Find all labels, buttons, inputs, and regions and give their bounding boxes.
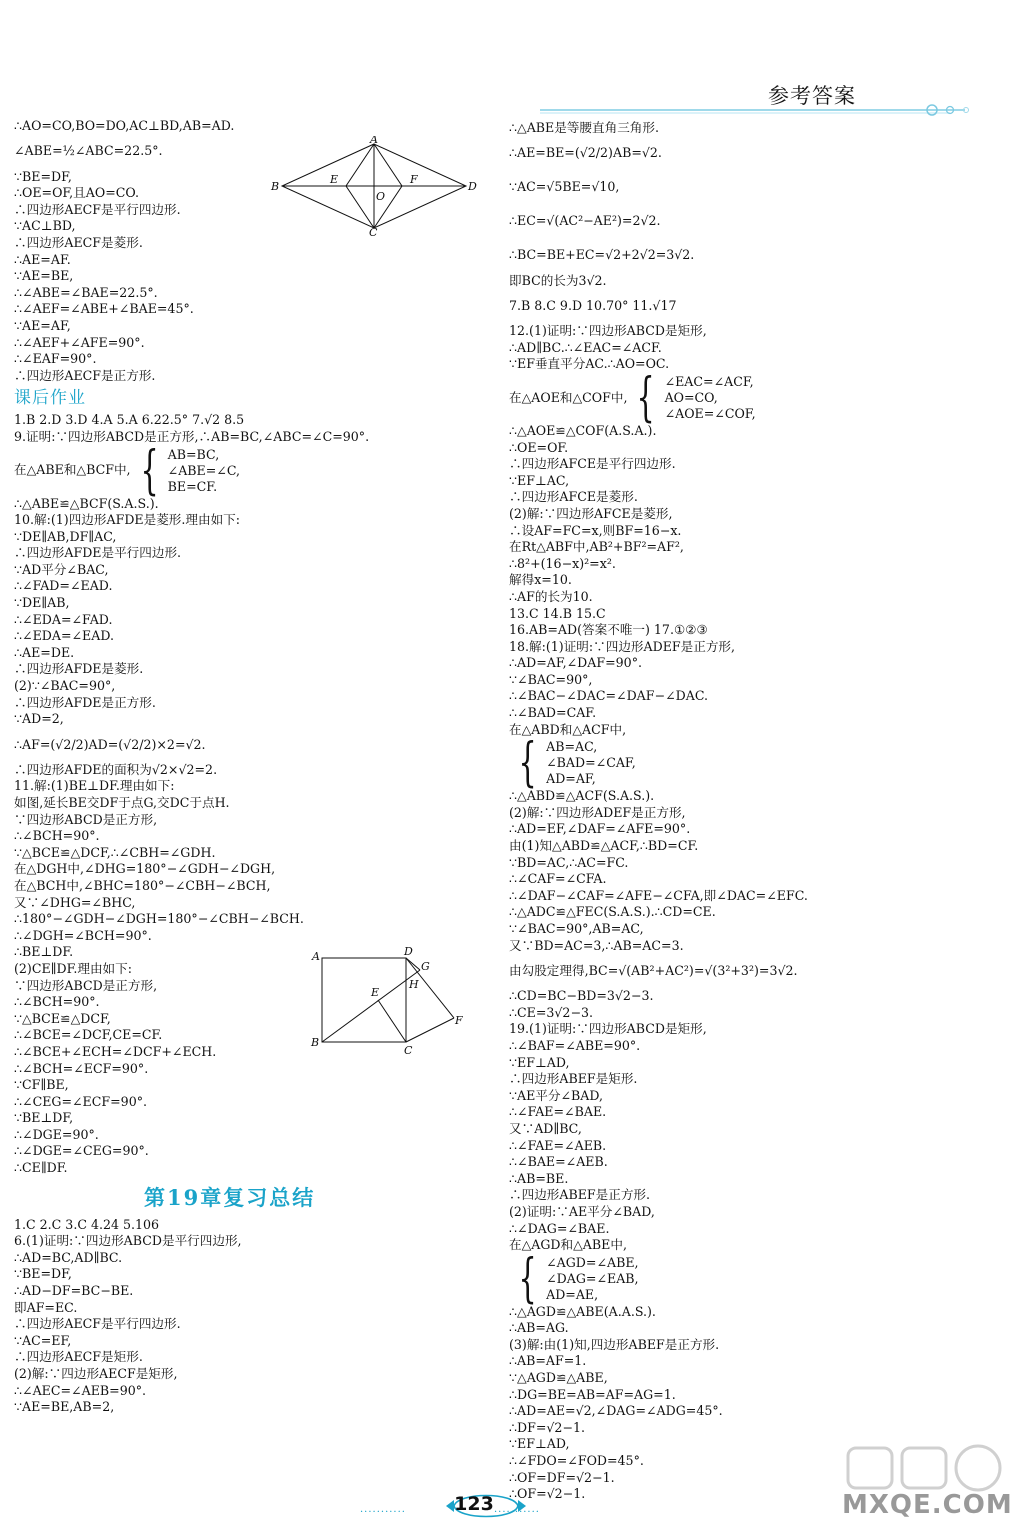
answer-line: ∴∠FAD=∠EAD.	[14, 578, 113, 594]
answer-line: ∴∠BAD=CAF.	[509, 705, 597, 721]
answer-line: ∵AE=BE,AB=2,	[14, 1399, 115, 1415]
answer-line: 16.AB=AD(答案不唯一) 17.①②③	[509, 622, 708, 638]
answer-line: ∠AGD=∠ABE,	[546, 1254, 639, 1270]
answer-line: 10.解:(1)四边形AFDE是菱形.理由如下:	[14, 512, 241, 528]
answer-line: ∴AD=EF,∠DAF=∠AFE=90°.	[509, 821, 691, 837]
answer-line: ∴∠BCH=90°.	[14, 994, 100, 1010]
point-label: B	[271, 180, 280, 193]
answer-line: AB=BC,	[167, 446, 220, 462]
point-label: F	[455, 1014, 463, 1027]
answer-line: ∴BC=BE+EC=√2+2√2=3√2.	[509, 247, 695, 263]
answer-line: ∴∠DGH=∠BCH=90°.	[14, 927, 152, 943]
answer-line: AB=AC,	[546, 739, 598, 755]
answer-line: ∴BE⊥DF.	[14, 944, 74, 960]
answer-line: 7.B 8.C 9.D 10.70° 11.√17	[509, 297, 677, 313]
equation-system	[509, 1248, 1009, 1309]
answer-line: ∵BE=DF,	[14, 1266, 72, 1282]
answer-line: ∴AB=AG.	[509, 1320, 569, 1336]
answer-line: ∠EAC=∠ACF,	[664, 373, 754, 389]
point-label: A	[312, 950, 320, 963]
answer-line: 1.C 2.C 3.C 4.24 5.106	[14, 1216, 160, 1232]
answer-line: AD=AE,	[546, 1286, 599, 1302]
answer-line: (3)解:由(1)知,四边形ABEF是正方形.	[509, 1336, 720, 1352]
answer-line: ∴AE=AF.	[14, 251, 71, 267]
answer-line: ∴AB=AF=1.	[509, 1353, 587, 1369]
answer-line: ∴CE=3√2−3.	[509, 1004, 594, 1020]
footer-dots-right: ···········	[494, 1507, 540, 1518]
answer-line: 即AF=EC.	[14, 1299, 78, 1315]
answer-line: ∵BD=AC,∴AC=FC.	[509, 854, 629, 870]
answer-line: ∵∠BAC=90°,	[509, 671, 593, 687]
answer-line: ∴四边形AECF是平行四边形.	[14, 1316, 181, 1332]
answer-line: ∴四边形AECF是菱形.	[14, 234, 143, 250]
answer-line: ∴EC=√(AC²−AE²)=2√2.	[509, 213, 661, 229]
answer-line: ∴∠EAF=90°.	[14, 351, 97, 367]
answer-line: ∴DF=√2−1.	[509, 1419, 586, 1435]
answer-line: ∵AC=√5BE=√10,	[509, 179, 620, 195]
answer-line: ∠ABE=∠C,	[167, 462, 241, 478]
answer-line: ∴OE=OF,且AO=CO.	[14, 185, 139, 201]
answer-line: ∴OF=DF=√2−1.	[509, 1469, 615, 1485]
answer-line: ∴△AOE≌△COF(A.S.A.).	[509, 422, 657, 438]
answer-line: (2)解:∵四边形AFCE是菱形,	[509, 505, 673, 521]
answer-line: ∵EF⊥AD,	[509, 1054, 570, 1070]
answer-line: ∴四边形AFDE是菱形.	[14, 661, 144, 677]
answer-line: ∴OF=√2−1.	[509, 1486, 586, 1502]
answer-line: ∠AOE=∠COF,	[664, 405, 756, 421]
left-column	[14, 118, 494, 1416]
answer-line: 即BC的长为3√2.	[509, 272, 607, 288]
answer-line: ∴∠BAC−∠DAC=∠DAF−∠DAC.	[509, 688, 709, 704]
answer-line: 13.C 14.B 15.C	[509, 605, 606, 621]
answer-line: ∴∠AEC=∠AEB=90°.	[14, 1382, 147, 1398]
watermark-text: MXQE.COM	[842, 1490, 1013, 1520]
answer-line: ∴∠BCE=∠DCF,CE=CF.	[14, 1027, 163, 1043]
answer-line: ∵DE∥AB,	[14, 595, 70, 611]
brace-icon: {	[140, 440, 159, 501]
answer-line: 又∵BD=AC=3,∴AB=AC=3.	[509, 937, 684, 953]
answer-line: 又∵∠DHG=∠BHC,	[14, 894, 136, 910]
answer-line: ∴AB=BE.	[509, 1170, 569, 1186]
point-label: B	[311, 1036, 320, 1049]
answer-line: ∴∠AEF+∠AFE=90°.	[14, 334, 145, 350]
answer-line: ∠DAG=∠EAB,	[546, 1270, 639, 1286]
point-label: C	[404, 1044, 413, 1056]
answer-line: ∠ABE=½∠ABC=22.5°.	[14, 143, 163, 159]
answer-line: ∵BE=DF,	[14, 168, 72, 184]
answer-line: 在△BCH中,∠BHC=180°−∠CBH−∠BCH,	[14, 877, 271, 893]
geometry-figure-rhombus	[268, 136, 482, 236]
answer-line: ∴∠BCH=90°.	[14, 828, 100, 844]
answer-line: ∴∠ABE=∠BAE=22.5°.	[14, 284, 158, 300]
answer-line: ∵AC=EF,	[14, 1332, 72, 1348]
answer-line: ∴∠CAF=∠CFA.	[509, 871, 607, 887]
point-label: D	[468, 180, 477, 193]
answer-line: ∵△AGD≌△ABE,	[509, 1370, 608, 1386]
answer-line: 11.解:(1)BE⊥DF.理由如下:	[14, 778, 175, 794]
right-column	[509, 120, 1009, 1503]
answer-line: ∴∠DAG=∠BAE.	[509, 1220, 610, 1236]
answer-line: ∵EF⊥AC,	[509, 472, 570, 488]
answer-line: ∴△ABE是等腰直角三角形.	[509, 120, 659, 135]
answer-line: ∴AE=DE.	[14, 644, 75, 660]
page-number: 123	[454, 1493, 494, 1515]
answer-line: ∴∠BAF=∠ABE=90°.	[509, 1037, 641, 1053]
answer-line: 18.解:(1)证明:∵四边形ADEF是正方形,	[509, 638, 736, 654]
point-label: A	[370, 136, 378, 146]
answer-line: ∴四边形AFCE是平行四边形.	[509, 456, 676, 472]
answer-line: ∴∠BCH=∠ECF=90°.	[14, 1060, 149, 1076]
answer-line: ∴∠FAE=∠AEB.	[509, 1137, 607, 1153]
answer-line: 由(1)知△ABD≌△ACF,∴BD=CF.	[509, 838, 699, 854]
point-label: F	[410, 173, 418, 186]
answer-line: ∴△ABE≌△BCF(S.A.S.).	[14, 495, 159, 511]
answer-line: 在△AOE和△COF中,	[509, 389, 628, 405]
answer-line: ∵△BCE≌△DCF,	[14, 1010, 111, 1026]
answer-line: ∴OE=OF.	[509, 439, 569, 455]
point-label: H	[409, 978, 419, 991]
equation-system	[509, 733, 1009, 794]
point-label: G	[421, 960, 430, 973]
answer-line: BE=CF.	[167, 478, 218, 494]
answer-line: ∴四边形AECF是矩形.	[14, 1349, 143, 1365]
answer-line: ∵四边形ABCD是正方形,	[14, 811, 158, 827]
answer-line: ∴四边形AECF是平行四边形.	[14, 201, 181, 217]
answer-line: ∴DG=BE=AB=AF=AG=1.	[509, 1386, 676, 1402]
answer-line: ∴∠CEG=∠ECF=90°.	[14, 1093, 148, 1109]
answer-line: 12.(1)证明:∵四边形ABCD是矩形,	[509, 323, 707, 339]
answer-line: ∵BE⊥DF,	[14, 1110, 74, 1126]
equation-system	[14, 440, 494, 501]
answer-line: ∴△ADC≌△FEC(S.A.S.).∴CD=CE.	[509, 904, 716, 920]
answer-line: ∴∠DGE=90°.	[14, 1126, 99, 1142]
answer-line: ∴∠FAE=∠BAE.	[509, 1104, 607, 1120]
answer-line: 由勾股定理得,BC=√(AB²+AC²)=√(3²+3²)=3√2.	[509, 962, 798, 978]
answer-line: 又∵AD∥BC,	[509, 1120, 582, 1136]
equation-system	[509, 367, 1009, 428]
answer-line: ∴AE=BE=(√2/2)AB=√2.	[509, 145, 662, 161]
answer-line: ∴AD=AF,∠DAF=90°.	[509, 655, 642, 671]
answer-line: ∵AD平分∠BAC,	[14, 561, 109, 577]
answer-line: (2)解:∵四边形ADEF是正方形,	[509, 804, 686, 820]
answer-line: ∴CE∥DF.	[14, 1160, 68, 1176]
chapter-heading: 第19章复习总结	[144, 1184, 316, 1210]
answer-line: 在△AGD和△ABE中,	[509, 1237, 627, 1253]
answer-line: ∴CD=BC−BD=3√2−3.	[509, 988, 654, 1004]
answer-line: ∴AD=BC,AD∥BC.	[14, 1249, 123, 1265]
answer-line: 19.(1)证明:∵四边形ABCD是矩形,	[509, 1021, 707, 1037]
footer-dots-left: ···········	[360, 1507, 406, 1518]
answer-line: ∴AF=(√2/2)AD=(√2/2)×2=√2.	[14, 736, 206, 752]
answer-line: ∴四边形AECF是正方形.	[14, 367, 156, 383]
answer-line: ∴∠BCE+∠ECH=∠DCF+∠ECH.	[14, 1043, 217, 1059]
answer-line: ∴四边形AFDE的面积为√2×√2=2.	[14, 761, 218, 777]
answer-line: ∴∠FDO=∠FOD=45°.	[509, 1453, 644, 1469]
answer-line: ∵∠BAC=90°,AB=AC,	[509, 921, 644, 936]
answer-line: ∴四边形AFCE是菱形.	[509, 489, 638, 505]
answer-line: ∴8²+(16−x)²=x².	[509, 555, 616, 571]
point-label: C	[369, 226, 378, 236]
answer-line: 6.(1)证明:∵四边形ABCD是平行四边形,	[14, 1233, 242, 1249]
answer-line: ∵CF∥BE,	[14, 1077, 69, 1093]
answer-line: ∴四边形ABEF是正方形.	[509, 1187, 651, 1203]
answer-line: ∵四边形ABCD是正方形,	[14, 977, 158, 993]
header-title: 参考答案	[768, 84, 856, 108]
answer-line: ∵△BCE≌△DCF,∴∠CBH=∠GDH.	[14, 844, 216, 860]
answer-line: ∴四边形AFDE是正方形.	[14, 694, 156, 710]
answer-line: 在△ABD和△ACF中,	[509, 721, 627, 737]
answer-line: 在Rt△ABF中,AB²+BF²=AF²,	[509, 539, 684, 555]
answer-line: ∴∠AEF=∠ABE+∠BAE=45°.	[14, 301, 194, 317]
answer-line: ∴AD−DF=BC−BE.	[14, 1283, 134, 1299]
answer-line: 9.证明:∵四边形ABCD是正方形,∴AB=BC,∠ABC=∠C=90°.	[14, 428, 370, 444]
answer-line: ∵AE=BE,	[14, 268, 74, 284]
answer-line: ∴AD∥BC.∴∠EAC=∠ACF.	[509, 339, 662, 355]
brace-icon: {	[518, 1248, 537, 1309]
answer-line: ∴AO=CO,BO=DO,AC⊥BD,AB=AD.	[14, 118, 235, 133]
answer-line: (2)证明:∵AE平分∠BAD,	[509, 1203, 655, 1219]
answer-line: (2)∵∠BAC=90°,	[14, 678, 116, 694]
point-label: E	[330, 173, 339, 186]
point-label: E	[371, 986, 380, 999]
geometry-figure-square	[308, 944, 476, 1056]
answer-line: ∴AD=AE=√2,∠DAG=∠ADG=45°.	[509, 1403, 723, 1419]
answer-line: AD=AF,	[546, 771, 596, 787]
answer-line: ∵EF⊥AD,	[509, 1436, 570, 1452]
brace-icon: {	[636, 367, 656, 428]
answer-line: ∵AE=AF,	[14, 317, 71, 333]
answer-line: ∴∠DAF−∠CAF=∠AFE−∠CFA,即∠DAC=∠EFC.	[509, 887, 808, 903]
answer-line: ∴△ABD≌△ACF(S.A.S.).	[509, 788, 655, 804]
answer-line: ∴设AF=FC=x,则BF=16−x.	[509, 522, 682, 538]
answer-line: ∠BAD=∠CAF,	[546, 755, 636, 771]
answer-line: 在△ABE和△BCF中,	[14, 462, 131, 478]
answer-line: 如图,延长BE交DF于点G,交DC于点H.	[14, 795, 230, 810]
answer-line: (2)CE∥DF.理由如下:	[14, 960, 132, 976]
section-heading: 课后作业	[14, 388, 86, 409]
answer-line: ∵EF垂直平分AC.∴AO=OC.	[509, 356, 670, 372]
answer-line: ∴四边形ABEF是矩形.	[509, 1071, 638, 1087]
answer-line: 在△DGH中,∠DHG=180°−∠GDH−∠DGH,	[14, 861, 276, 877]
answer-line: ∵AC⊥BD,	[14, 218, 76, 234]
point-label: D	[404, 945, 413, 958]
answer-line: ∴180°−∠GDH−∠DGH=180°−∠CBH−∠BCH.	[14, 911, 304, 927]
answer-line: ∵AD=2,	[14, 711, 64, 727]
answer-line: ∵AE平分∠BAD,	[509, 1087, 604, 1103]
answer-line: ∴△AGD≌△ABE(A.A.S.).	[509, 1303, 656, 1319]
answer-line: ∴AF的长为10.	[509, 588, 593, 604]
answer-line: ∴∠EDA=∠FAD.	[14, 611, 113, 627]
point-label: O	[376, 190, 386, 203]
answer-line: ∴∠BAE=∠AEB.	[509, 1154, 608, 1170]
answer-line: ∴∠DGE=∠CEG=90°.	[14, 1143, 149, 1159]
answer-line: ∴四边形AFDE是平行四边形.	[14, 545, 182, 561]
answer-line: ∵DE∥AB,DF∥AC,	[14, 528, 117, 544]
answer-line: ∴∠EDA=∠EAD.	[14, 628, 114, 644]
answer-line: 解得x=10.	[509, 572, 572, 588]
answer-line: (2)解:∵四边形AECF是矩形,	[14, 1366, 178, 1381]
answer-line: AO=CO,	[664, 389, 718, 405]
answer-line: 1.B 2.D 3.D 4.A 5.A 6.22.5° 7.√2 8.5	[14, 412, 245, 428]
brace-icon: {	[518, 733, 537, 794]
